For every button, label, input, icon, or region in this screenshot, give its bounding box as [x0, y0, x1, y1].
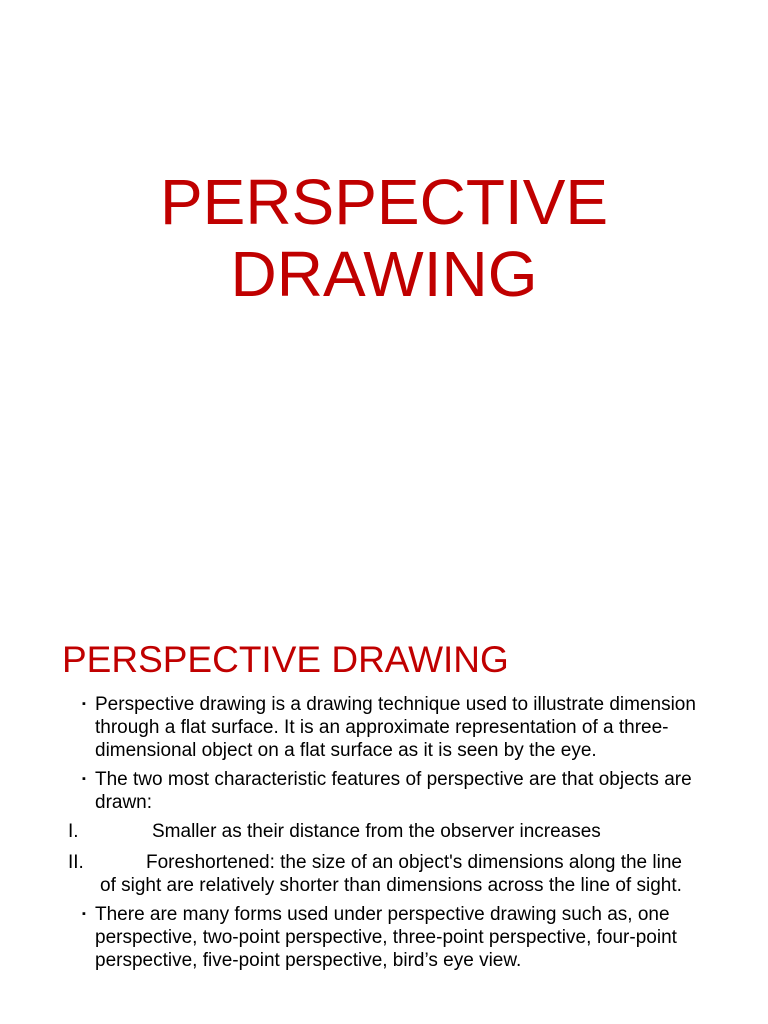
content-body: [0, 693, 768, 978]
numbered-text-first-line: Foreshortened: the size of an object's dimensions along: [146, 852, 616, 873]
bullet-item: [0, 903, 715, 972]
slide-title: [0, 166, 768, 310]
slide-title-line-1: PERSPECTIVE: [159, 166, 609, 238]
numbered-item: [0, 820, 700, 843]
content-slide: [0, 576, 768, 1024]
numbered-text: Smaller as their distance from the observer increases: [152, 821, 601, 842]
bullet-marker-icon: ▪: [82, 773, 86, 785]
bullet-text: The two most characteristic features of perspective are that objects are drawn:: [95, 769, 692, 813]
content-slide-title: PERSPECTIVE DRAWING: [62, 639, 509, 680]
item-number: II.: [68, 852, 84, 873]
item-number: I.: [68, 821, 79, 842]
bullet-item: [0, 693, 715, 762]
bullet-marker-icon: ▪: [82, 908, 86, 920]
bullet-text: There are many forms used under perspective drawing such as, one perspective, two-point perspective, three-point perspective, four-point perspective, five-point perspective, bird’s eye view.: [95, 904, 677, 971]
numbered-text-rest: the line of sight are relatively shorter than dimensions across the line of sight.: [100, 852, 682, 896]
bullet-marker-icon: ▪: [82, 698, 86, 710]
bullet-item: [0, 768, 715, 814]
slide-title-line-2: DRAWING: [230, 238, 538, 310]
numbered-item: [0, 851, 700, 897]
bullet-text: Perspective drawing is a drawing technique used to illustrate dimension through a flat surface. It is an approximate representation of a three-dimensional object on a flat surface as it is seen by the eye.: [95, 694, 696, 761]
